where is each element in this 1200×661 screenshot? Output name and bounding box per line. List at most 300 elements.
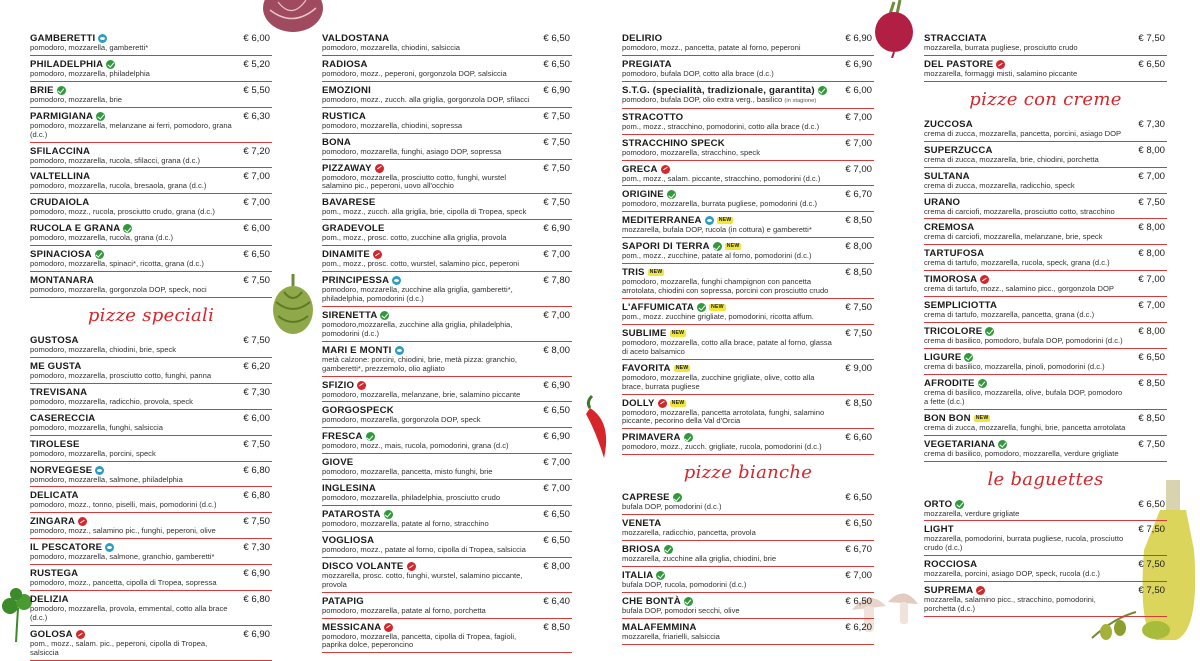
menu-item-price: € 6,90 bbox=[243, 568, 270, 580]
spicy-icon bbox=[658, 399, 667, 408]
menu-item-ingredients: mozzarella, friarielli, salsiccia bbox=[622, 631, 720, 641]
menu-item-description bbox=[30, 579, 272, 588]
menu-item-price: € 7,00 bbox=[543, 457, 570, 469]
menu-item-name: PATAROSTA bbox=[322, 509, 381, 521]
menu-item-description bbox=[30, 286, 272, 295]
menu-item bbox=[30, 565, 272, 591]
menu-item-description bbox=[30, 96, 272, 105]
menu-item-price: € 7,50 bbox=[243, 438, 270, 450]
menu-item-ingredients: pomodoro, bufala DOP, olio extra verg., basilico bbox=[622, 94, 783, 104]
spicy-icon bbox=[976, 586, 985, 595]
menu-item-name: TREVISANA bbox=[30, 386, 88, 398]
menu-item-name: SUPERZUCCA bbox=[924, 144, 993, 156]
menu-item-ingredients: crema di carciofi, mozzarella, prosciutto cotto, stracchino bbox=[924, 206, 1115, 216]
parsley-illustration bbox=[0, 588, 34, 642]
menu-item-description bbox=[30, 182, 272, 191]
menu-item-ingredients: pomodoro, mozzarella, philadelphia bbox=[30, 68, 150, 78]
menu-item-name: TIMOROSA bbox=[924, 274, 978, 286]
menu-item-ingredients: pomodoro, mozzarella, patate al forno, stracchino bbox=[322, 519, 489, 529]
menu-item-ingredients: pomodoro, bufala DOP, cotto alla brace (d.c.) bbox=[622, 68, 774, 78]
menu-item-price: € 8,00 bbox=[1138, 222, 1165, 234]
menu-item-description bbox=[30, 260, 272, 269]
menu-item-name: PRINCIPESSA bbox=[322, 275, 390, 287]
menu-item-price: € 7,80 bbox=[543, 275, 570, 287]
menu-item-price: € 6,00 bbox=[243, 33, 270, 44]
menu-item-name: GIOVE bbox=[322, 457, 354, 469]
menu-item-description bbox=[622, 175, 874, 184]
menu-item-description bbox=[30, 208, 272, 217]
menu-item-name: LIGHT bbox=[924, 524, 954, 536]
menu-item bbox=[622, 429, 874, 455]
menu-item-price: € 7,00 bbox=[543, 249, 570, 261]
menu-item-price: € 7,30 bbox=[243, 542, 270, 554]
menu-item-price: € 7,00 bbox=[243, 197, 270, 209]
menu-item-description bbox=[30, 398, 272, 407]
menu-item-name: FAVORITA bbox=[622, 362, 671, 374]
menu-item-price: € 6,50 bbox=[845, 492, 872, 504]
menu-item-ingredients: pomodoro, mozzarella, brie bbox=[30, 94, 123, 104]
menu-item-ingredients: crema di tartufo, mozzarella, pancetta, grana (d.c.) bbox=[924, 310, 1095, 320]
menu-item-price: € 7,50 bbox=[243, 275, 270, 287]
menu-item bbox=[30, 332, 272, 358]
menu-item-name: MEDITERRANEA bbox=[622, 215, 702, 227]
menu-item-name: PREGIATA bbox=[622, 58, 672, 70]
menu-item-ingredients: pom., mozz., salam. pic., peperoni, cipolla di Tropea, salsiccia bbox=[30, 638, 208, 657]
menu-item-ingredients: pomodoro, mozz., patate al forno, cipolla di Tropea, salsiccia bbox=[322, 544, 526, 554]
menu-item bbox=[30, 358, 272, 384]
menu-item-ingredients: pomodoro, mozzarella, zucchine alla griglia, gamberetti*, philadelphia, pomodorini (d.c.) bbox=[322, 285, 513, 303]
menu-item-ingredients: crema di zucca, mozzarella, pancetta, porcini, asiago DOP bbox=[924, 128, 1122, 138]
menu-item bbox=[30, 30, 272, 56]
menu-item-price: € 6,50 bbox=[243, 249, 270, 261]
menu-item-name: GAMBERETTI bbox=[30, 33, 96, 44]
menu-item bbox=[924, 245, 1167, 271]
new-badge: NEW bbox=[671, 399, 685, 406]
menu-item-description bbox=[622, 44, 874, 53]
menu-item-name: AFRODITE bbox=[924, 377, 975, 389]
vegetarian-icon bbox=[673, 493, 682, 502]
menu-item-description bbox=[30, 605, 272, 623]
menu-item-description bbox=[924, 596, 1167, 614]
menu-item-header bbox=[924, 499, 1167, 510]
menu-item bbox=[322, 272, 572, 307]
menu-item bbox=[322, 619, 572, 654]
menu-item-description bbox=[322, 442, 572, 451]
menu-item-ingredients: pomodoro, mozzarella, gorgonzola DOP, speck, noci bbox=[30, 285, 207, 295]
menu-item-name: PHILADELPHIA bbox=[30, 58, 104, 70]
menu-item-name: NORVEGESE bbox=[30, 464, 93, 476]
menu-item-price: € 7,50 bbox=[1138, 438, 1165, 450]
menu-item-ingredients: pomodoro,mozzarella, zucchine alla griglia, philadelphia, pomodorini (d.c.) bbox=[322, 319, 513, 338]
menu-item bbox=[322, 82, 572, 108]
menu-item bbox=[622, 489, 874, 515]
menu-item-ingredients: pomodoro, mozzarella, gorgonzola DOP, speck bbox=[322, 415, 481, 425]
menu-item-ingredients: pomodoro, mozzarella, prosciutto cotto, funghi, panna bbox=[30, 370, 212, 380]
vegetarian-icon bbox=[95, 250, 104, 259]
menu-item-price: € 6,50 bbox=[543, 58, 570, 70]
menu-item bbox=[322, 194, 572, 220]
menu-item-price: € 8,00 bbox=[1138, 144, 1165, 156]
menu-item-description bbox=[924, 570, 1167, 579]
menu-item-description bbox=[30, 640, 272, 658]
menu-item bbox=[322, 108, 572, 134]
section-title-pizze-bianche: pizze bianche bbox=[683, 462, 813, 484]
menu-item-ingredients: crema di tartufo, mozz., salamino picc., gorgonzola DOP bbox=[924, 284, 1114, 294]
menu-item-name: VALDOSTANA bbox=[322, 33, 390, 44]
menu-item bbox=[322, 532, 572, 558]
menu-item bbox=[30, 436, 272, 462]
menu-item-description bbox=[322, 148, 572, 157]
vegetarian-icon bbox=[366, 432, 375, 441]
menu-item-description bbox=[924, 389, 1167, 407]
menu-item-name: STRACOTTO bbox=[622, 111, 684, 123]
menu-item-description bbox=[924, 450, 1167, 459]
menu-column-1 bbox=[30, 30, 272, 661]
vegetarian-icon bbox=[955, 500, 964, 509]
menu-item-description bbox=[622, 581, 874, 590]
menu-item-name: MESSICANA bbox=[322, 621, 382, 633]
menu-item-price: € 7,00 bbox=[845, 569, 872, 581]
menu-item-ingredients: pomodoro, mozz., mais, rucola, pomodorini, grana (d.c) bbox=[322, 441, 509, 451]
menu-item-price: € 6,00 bbox=[243, 412, 270, 424]
menu-item-ingredients: bufala DOP, rucola, pomodorini (d.c.) bbox=[622, 579, 747, 589]
menu-item-price: € 8,50 bbox=[845, 215, 872, 227]
menu-item-ingredients: pomodoro, mozz., pancetta, cipolla di Tropea, sopressa bbox=[30, 578, 217, 588]
menu-item-description bbox=[924, 70, 1167, 79]
menu-item bbox=[622, 264, 874, 299]
menu-item-ingredients: pomodoro, mozzarella, funghi, asiago DOP, sopressa bbox=[322, 146, 502, 156]
menu-item-price: € 7,00 bbox=[1138, 300, 1165, 312]
menu-item-description bbox=[622, 503, 874, 512]
menu-item-name: VALTELLINA bbox=[30, 171, 91, 183]
menu-item bbox=[30, 272, 272, 298]
menu-item-ingredients: mozzarella, formaggi misti, salamino piccante bbox=[924, 68, 1078, 78]
vegetarian-icon bbox=[96, 112, 105, 121]
section-title-pizze-speciali: pizze speciali bbox=[87, 304, 215, 326]
menu-item-price: € 6,90 bbox=[845, 58, 872, 70]
menu-item bbox=[622, 161, 874, 187]
menu-item-ingredients: pomodoro, mozz., pancetta, patate al forno, peperoni bbox=[622, 43, 801, 52]
menu-item bbox=[30, 194, 272, 220]
menu-item bbox=[322, 342, 572, 377]
menu-item-name: VEGETARIANA bbox=[924, 438, 996, 450]
menu-item-ingredients: pomodoro, mozzarella, pancetta, misto funghi, brie bbox=[322, 467, 493, 477]
menu-item bbox=[622, 30, 874, 56]
menu-item-ingredients: crema di basilico, mozzarella, olive, bufala DOP, pomodoro a fette (d.c.) bbox=[924, 387, 1123, 406]
menu-item-description bbox=[924, 535, 1167, 553]
menu-item-name: EMOZIONI bbox=[322, 84, 372, 96]
menu-item-description bbox=[322, 44, 572, 53]
menu-item-description bbox=[924, 44, 1167, 53]
menu-item-price: € 6,50 bbox=[845, 595, 872, 607]
menu-item-price: € 6,50 bbox=[543, 534, 570, 546]
menu-item-description bbox=[322, 174, 572, 192]
menu-item-ingredients: mozzarella, burrata pugliese, prosciutto crudo bbox=[924, 43, 1078, 52]
menu-item-name: DOLLY bbox=[622, 397, 655, 409]
menu-item bbox=[924, 297, 1167, 323]
menu-item-description bbox=[622, 529, 874, 538]
menu-item-name: DELICATA bbox=[30, 490, 79, 502]
menu-item-description bbox=[622, 252, 874, 261]
menu-item-ingredients: bufala DOP, pomodorini (d.c.) bbox=[622, 502, 722, 512]
spicy-icon bbox=[375, 164, 384, 173]
menu-item-description bbox=[322, 260, 572, 269]
vegetarian-icon bbox=[697, 303, 706, 312]
menu-item-name: S.T.G. (specialità, tradizionale, garantita) bbox=[622, 84, 815, 96]
menu-item bbox=[924, 410, 1167, 436]
menu-item-price: € 6,90 bbox=[243, 628, 270, 640]
fish-icon bbox=[98, 34, 107, 43]
menu-item-price: € 7,50 bbox=[543, 197, 570, 209]
menu-item-name: SFILACCINA bbox=[30, 145, 91, 157]
menu-item-name: TARTUFOSA bbox=[924, 248, 985, 260]
menu-item bbox=[322, 30, 572, 56]
menu-item bbox=[924, 436, 1167, 462]
menu-item bbox=[924, 56, 1167, 82]
menu-item bbox=[30, 82, 272, 108]
menu-item-price: € 6,40 bbox=[543, 595, 570, 607]
fish-icon bbox=[392, 276, 401, 285]
fish-icon bbox=[105, 543, 114, 552]
menu-item-description bbox=[924, 259, 1167, 268]
menu-item-ingredients: pomodoro, mozzarella, salmone, granchio, gamberetti* bbox=[30, 552, 215, 562]
menu-item-description bbox=[924, 510, 1167, 519]
menu-item-ingredients: pom., mozz. zucchine grigliate, pomodorini, ricotta affum. bbox=[622, 311, 814, 321]
menu-column-3 bbox=[622, 30, 874, 645]
menu-item-price: € 6,50 bbox=[1138, 498, 1165, 510]
menu-item-name: CASERECCIA bbox=[30, 412, 96, 424]
menu-item-price: € 6,50 bbox=[845, 518, 872, 530]
menu-item-price: € 6,50 bbox=[543, 33, 570, 44]
menu-item-price: € 6,80 bbox=[243, 490, 270, 502]
vegetarian-icon bbox=[998, 440, 1007, 449]
menu-item bbox=[30, 384, 272, 410]
menu-item bbox=[622, 395, 874, 430]
menu-item-description bbox=[30, 501, 272, 510]
menu-item-name: SFIZIO bbox=[322, 379, 355, 391]
menu-item-ingredients: pomodoro, mozz., zucch. alla griglia, gorgonzola DOP, sfilacci bbox=[322, 94, 530, 104]
menu-item bbox=[622, 135, 874, 161]
menu-item-description bbox=[622, 200, 874, 209]
menu-item-ingredients: crema di carciofi, mozzarella, melanzane, brie, speck bbox=[924, 232, 1103, 242]
menu-item-name: ORTO bbox=[924, 498, 953, 510]
menu-item-price: € 8,50 bbox=[1138, 412, 1165, 424]
menu-item-price: € 7,50 bbox=[543, 136, 570, 148]
menu-item-name: VENETA bbox=[622, 518, 662, 530]
menu-item-name: ME GUSTA bbox=[30, 360, 82, 372]
menu-item bbox=[322, 593, 572, 619]
menu-item-description bbox=[622, 278, 874, 296]
menu-item-price: € 6,50 bbox=[1138, 351, 1165, 363]
vegetarian-icon bbox=[684, 597, 693, 606]
menu-item-description bbox=[924, 208, 1167, 217]
menu-item-price: € 6,70 bbox=[845, 544, 872, 556]
menu-item-name: DEL PASTORE bbox=[924, 58, 994, 70]
menu-item-header bbox=[622, 570, 874, 581]
menu-item bbox=[622, 593, 874, 619]
menu-item-price: € 7,50 bbox=[1138, 196, 1165, 208]
menu-item-ingredients: pomodoro, mozzarella, patate al forno, porchetta bbox=[322, 605, 486, 615]
menu-item-description bbox=[322, 607, 572, 616]
menu-item-description bbox=[322, 633, 572, 651]
menu-item-price: € 6,90 bbox=[543, 223, 570, 235]
menu-item bbox=[924, 582, 1167, 617]
menu-item bbox=[622, 360, 874, 395]
menu-item-name: IL PESCATORE bbox=[30, 542, 103, 554]
vegetarian-icon bbox=[106, 60, 115, 69]
menu-item-description bbox=[322, 321, 572, 339]
menu-item bbox=[622, 567, 874, 593]
menu-item bbox=[30, 626, 272, 661]
menu-item-description bbox=[30, 476, 272, 485]
menu-column-4 bbox=[924, 30, 1167, 617]
menu-item-name: VOGLIOSA bbox=[322, 534, 375, 546]
menu-item-ingredients: pomodoro, mozz., salamino pic., funghi, peperoni, olive bbox=[30, 526, 216, 536]
menu-item-ingredients: pomodoro, mozzarella, zucchine grigliate, olive, cotto alla brace, burrata pugliese bbox=[622, 372, 815, 391]
menu-item-name: ZINGARA bbox=[30, 516, 76, 528]
menu-item bbox=[924, 194, 1167, 220]
menu-item-description bbox=[322, 356, 572, 374]
menu-item-ingredients: crema di basilico, mozzarella, pinoli, pomodorini (d.c.) bbox=[924, 361, 1105, 371]
menu-item-price: € 7,50 bbox=[845, 301, 872, 313]
menu-item bbox=[322, 377, 572, 403]
menu-item bbox=[30, 462, 272, 488]
vegetarian-icon bbox=[978, 379, 987, 388]
menu-item-ingredients: pom., mozz., zucch. alla griglia, brie, cipolla di Tropea, speck bbox=[322, 207, 527, 217]
menu-item-ingredients: bufala DOP, pomodori secchi, olive bbox=[622, 605, 740, 615]
radicchio-illustration bbox=[258, 0, 328, 34]
menu-item-name: CRUDAIOLA bbox=[30, 197, 90, 209]
menu-item-price: € 8,50 bbox=[1138, 377, 1165, 389]
menu-item bbox=[622, 299, 874, 325]
menu-item-description bbox=[924, 424, 1167, 433]
menu-item-name: TRIS bbox=[622, 267, 645, 279]
menu-item bbox=[622, 109, 874, 135]
menu-item-description bbox=[322, 494, 572, 503]
menu-item-ingredients: crema di zucca, mozzarella, radicchio, speck bbox=[924, 180, 1075, 190]
menu-item-price: € 6,50 bbox=[543, 509, 570, 521]
menu-item bbox=[322, 558, 572, 593]
menu-item-price: € 6,90 bbox=[543, 431, 570, 443]
menu-item-price: € 6,50 bbox=[543, 405, 570, 417]
menu-item-price: € 6,90 bbox=[543, 379, 570, 391]
spicy-icon bbox=[373, 250, 382, 259]
menu-item-name: RUSTEGA bbox=[30, 568, 79, 580]
menu-item-name: URANO bbox=[924, 196, 961, 208]
menu-column-2 bbox=[322, 30, 572, 653]
menu-item-name: SPINACIOSA bbox=[30, 249, 92, 261]
vegetarian-icon bbox=[667, 190, 676, 199]
menu-item bbox=[924, 556, 1167, 582]
menu-item-name: ORIGINE bbox=[622, 189, 664, 201]
menu-item bbox=[924, 30, 1167, 56]
vegetarian-icon bbox=[656, 571, 665, 580]
menu-item-price: € 8,00 bbox=[1138, 326, 1165, 338]
menu-item-price: € 6,90 bbox=[845, 33, 872, 44]
menu-item-ingredients: pom., mozz., prosc. cotto, zucchine alla griglia, provola bbox=[322, 233, 507, 243]
menu-item bbox=[622, 619, 874, 645]
menu-item bbox=[322, 134, 572, 160]
menu-item-ingredients: pomodoro, mozzarella, spinaci*, ricotta, grana (d.c.) bbox=[30, 259, 204, 269]
menu-item-name: BRIE bbox=[30, 84, 54, 96]
menu-item-name: SUPREMA bbox=[924, 585, 974, 597]
menu-item bbox=[322, 454, 572, 480]
menu-item-name: MARI E MONTI bbox=[322, 344, 392, 356]
menu-item-ingredients: pomodoro, mozzarella, philadelphia, prosciutto crudo bbox=[322, 493, 501, 503]
menu-item-price: € 7,00 bbox=[243, 171, 270, 183]
menu-item-price: € 7,50 bbox=[1138, 585, 1165, 597]
menu-item-ingredients: mozzarella, verdure grigliate bbox=[924, 508, 1020, 518]
menu-item-description bbox=[622, 226, 874, 235]
menu-item-ingredients: pom., mozz., prosc. cotto, wurstel, salamino picc, peperoni bbox=[322, 259, 520, 269]
spicy-icon bbox=[661, 165, 670, 174]
menu-item-name: BAVARESE bbox=[322, 197, 376, 209]
vegetarian-icon bbox=[123, 224, 132, 233]
menu-item bbox=[924, 323, 1167, 349]
menu-item-price: € 7,50 bbox=[543, 162, 570, 174]
vegetarian-icon bbox=[380, 311, 389, 320]
menu-item-description bbox=[322, 122, 572, 131]
menu-item bbox=[622, 541, 874, 567]
menu-item-ingredients: pom., mozz., stracchino, pomodorini, cotto alla brace (d.c.) bbox=[622, 121, 820, 131]
vegetarian-icon bbox=[57, 86, 66, 95]
menu-item bbox=[924, 142, 1167, 168]
menu-item bbox=[924, 496, 1167, 522]
menu-item-name: PRIMAVERA bbox=[622, 432, 681, 444]
menu-item-price: € 8,00 bbox=[543, 344, 570, 356]
menu-item bbox=[30, 246, 272, 272]
menu-item-price: € 7,50 bbox=[1138, 559, 1165, 571]
menu-item-ingredients: pomodoro, mozzarella, chiodini, brie, speck bbox=[30, 344, 177, 354]
menu-item-ingredients: crema di tartufo, mozzarella, rucola, speck, grana (d.c.) bbox=[924, 258, 1110, 268]
menu-item-description bbox=[924, 285, 1167, 294]
menu-item-ingredients: pomodoro, mozzarella, melanzane ai ferri, pomodoro, grana (d.c.) bbox=[30, 120, 232, 139]
menu-item-description bbox=[622, 374, 874, 392]
menu-item-ingredients: pomodoro, mozzarella, rucola, bresaola, grana (d.c.) bbox=[30, 181, 207, 191]
menu-item-description bbox=[30, 122, 272, 140]
menu-item bbox=[924, 349, 1167, 375]
menu-item bbox=[924, 219, 1167, 245]
spicy-icon bbox=[407, 562, 416, 571]
vegetarian-icon bbox=[985, 327, 994, 336]
menu-item-name: SUBLIME bbox=[622, 327, 667, 339]
menu-item-name: GOLOSA bbox=[30, 628, 73, 640]
menu-item-description bbox=[924, 156, 1167, 165]
menu-item-ingredients: pomodoro, mozzarella, radicchio, provola, speck bbox=[30, 396, 193, 406]
menu-item-price: € 6,70 bbox=[845, 189, 872, 201]
menu-item-description bbox=[924, 337, 1167, 346]
menu-item-description bbox=[622, 409, 874, 427]
menu-item-price: € 7,50 bbox=[1138, 33, 1165, 44]
menu-item bbox=[622, 212, 874, 238]
menu-item-name: DELIRIO bbox=[622, 33, 663, 44]
menu-item-name: BRIOSA bbox=[622, 544, 661, 556]
menu-item-ingredients: pomodoro, mozz., rucola, prosciutto crudo, grana (d.c.) bbox=[30, 207, 215, 217]
menu-item-description bbox=[322, 234, 572, 243]
spicy-icon bbox=[996, 60, 1005, 69]
menu-item-description bbox=[30, 234, 272, 243]
menu-item bbox=[622, 238, 874, 264]
menu-item-description bbox=[622, 555, 874, 564]
menu-item-ingredients: pomodoro, mozzarella, gamberetti* bbox=[30, 43, 149, 52]
menu-item-name: SAPORI DI TERRA bbox=[622, 241, 710, 253]
menu-item-price: € 8,50 bbox=[845, 267, 872, 279]
menu-item-description bbox=[622, 633, 874, 642]
menu-item bbox=[322, 506, 572, 532]
menu-item-ingredients: mozzarella, radicchio, pancetta, provola bbox=[622, 528, 756, 538]
menu-item-name: ZUCCOSA bbox=[924, 118, 973, 130]
menu-item-description bbox=[322, 96, 572, 105]
